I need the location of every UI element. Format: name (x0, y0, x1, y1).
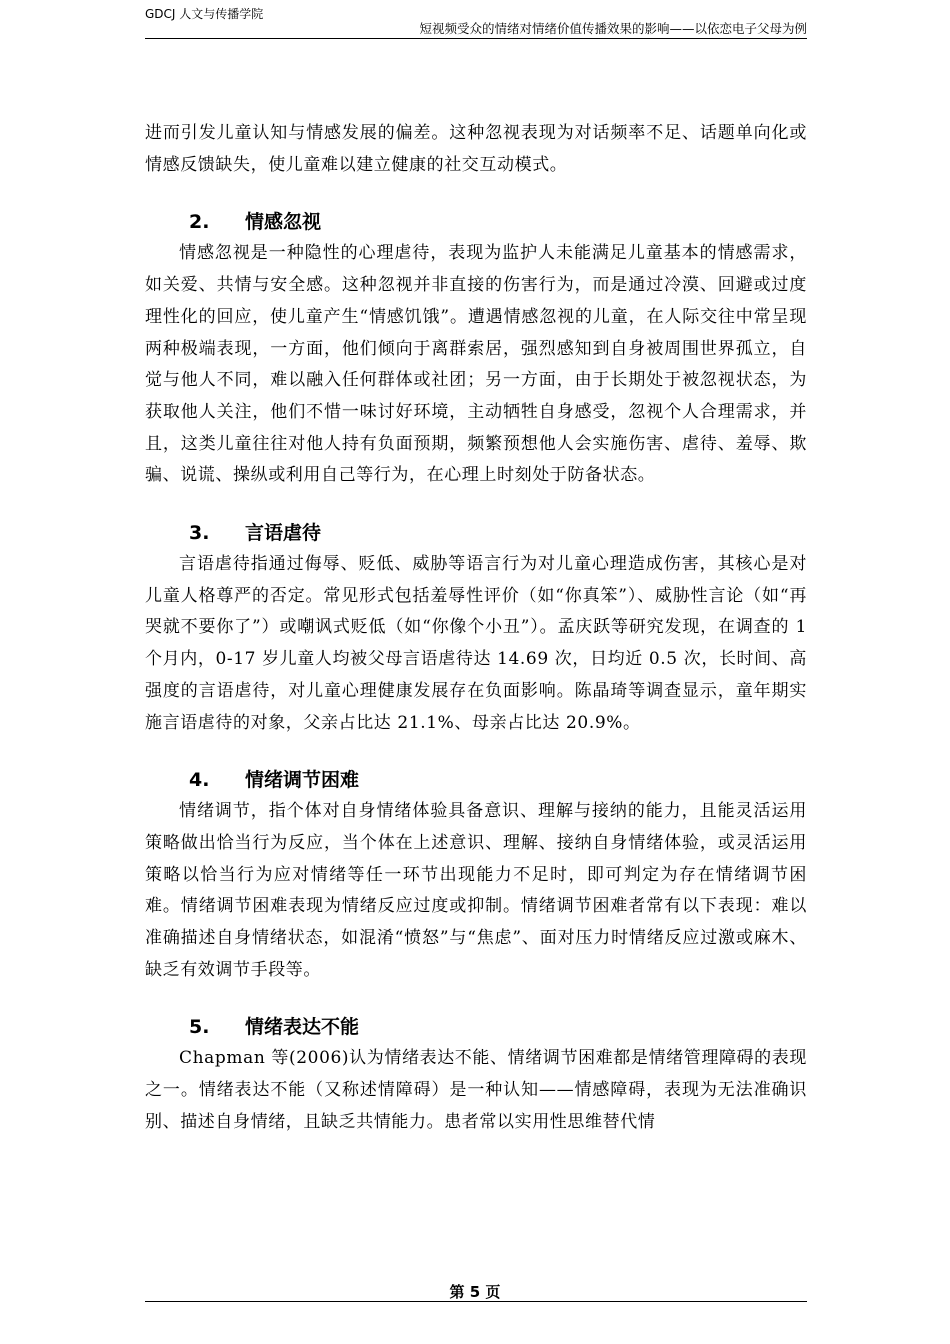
section-heading (145, 521, 807, 545)
header-institution: GDCJ 人文与传播学院 (145, 7, 264, 21)
section-heading (145, 768, 807, 792)
section-title: 言语虐待 (245, 522, 322, 545)
header-divider (145, 38, 807, 39)
section-emotional-neglect (145, 210, 807, 492)
section-number: 3. (189, 522, 210, 545)
intro-paragraph: 进而引发儿童认知与情感发展的偏差。这种忽视表现为对话频率不足、话题单向化或情感反馈缺失，使儿童难以建立健康的社交互动模式。 (145, 123, 807, 175)
page-number: 第 5 页 (449, 1283, 501, 1301)
section-verbal-abuse (145, 521, 807, 739)
section-heading (145, 210, 807, 234)
section-heading (145, 1015, 807, 1039)
section-number: 5. (189, 1016, 210, 1039)
section-paragraph: 情感忽视是一种隐性的心理虐待，表现为监护人未能满足儿童基本的情感需求，如关爱、共情与安全感。这种忽视并非直接的伤害行为，而是通过冷漠、回避或过度理性化的回应，使儿童产生“情感饥饿”。遭遇情感忽视的儿童，在人际交往中常呈现两种极端表现，一方面，他们倾向于离群索居，强烈感知到自身被周围世界孤立，自觉与他人不同，难以融入任何群体或社团；另一方面，由于长期处于被忽视状态，为获取他人关注，他们不惜一味讨好环境，主动牺牲自身感受，忽视个人合理需求，并且，这类儿童往往对他人持有负面预期，频繁预想他人会实施伤害、虐待、羞辱、欺骗、说谎、操纵或利用自己等行为，在心理上时刻处于防备状态。 (145, 243, 807, 486)
section-title: 情绪表达不能 (245, 1016, 360, 1039)
section-alexithymia (145, 1015, 807, 1138)
section-paragraph: 言语虐待指通过侮辱、贬低、威胁等语言行为对儿童心理造成伤害，其核心是对儿童人格尊严的否定。常见形式包括羞辱性评价（如“你真笨”）、威胁性言论（如“再哭就不要你了”）或嘲讽式贬低（如“你像个小丑”）。孟庆跃等研究发现，在调查的 1 个月内，0-17 岁儿童人均被父母言语虐待达 14.69 次，日均近 0.5 次，长时间、高强度的言语虐待，对儿童心理健康发展存在负面影响。陈晶琦等调查显示，童年期实施言语虐待的对象，父亲占比达 21.1%、母亲占比达 20.9%。 (145, 554, 807, 733)
footer-divider (145, 1301, 807, 1302)
section-number: 4. (189, 769, 210, 792)
section-title: 情感忽视 (245, 211, 322, 234)
header-paper-title: 短视频受众的情绪对情绪价值传播效果的影响——以依恋电子父母为例 (419, 21, 807, 36)
section-paragraph: Chapman 等(2006)认为情绪表达不能、情绪调节困难都是情绪管理障碍的表现之一。情绪表达不能（又称述情障碍）是一种认知——情感障碍，表现为无法准确识别、描述自身情绪，且缺乏共情能力。患者常以实用性思维替代情 (145, 1048, 807, 1132)
page-body (145, 118, 807, 1139)
section-number: 2. (189, 211, 210, 234)
section-title: 情绪调节困难 (245, 769, 360, 792)
section-emotion-regulation (145, 768, 807, 986)
section-paragraph: 情绪调节，指个体对自身情绪体验具备意识、理解与接纳的能力，且能灵活运用策略做出恰当行为反应，当个体在上述意识、理解、接纳自身情绪体验，或灵活运用策略以恰当行为应对情绪等任一环节出现能力不足时，即可判定为存在情绪调节困难。情绪调节困难表现为情绪反应过度或抑制。情绪调节困难者常有以下表现：难以准确描述自身情绪状态，如混淆“愤怒”与“焦虑”、面对压力时情绪反应过激或麻木、缺乏有效调节手段等。 (145, 801, 807, 980)
